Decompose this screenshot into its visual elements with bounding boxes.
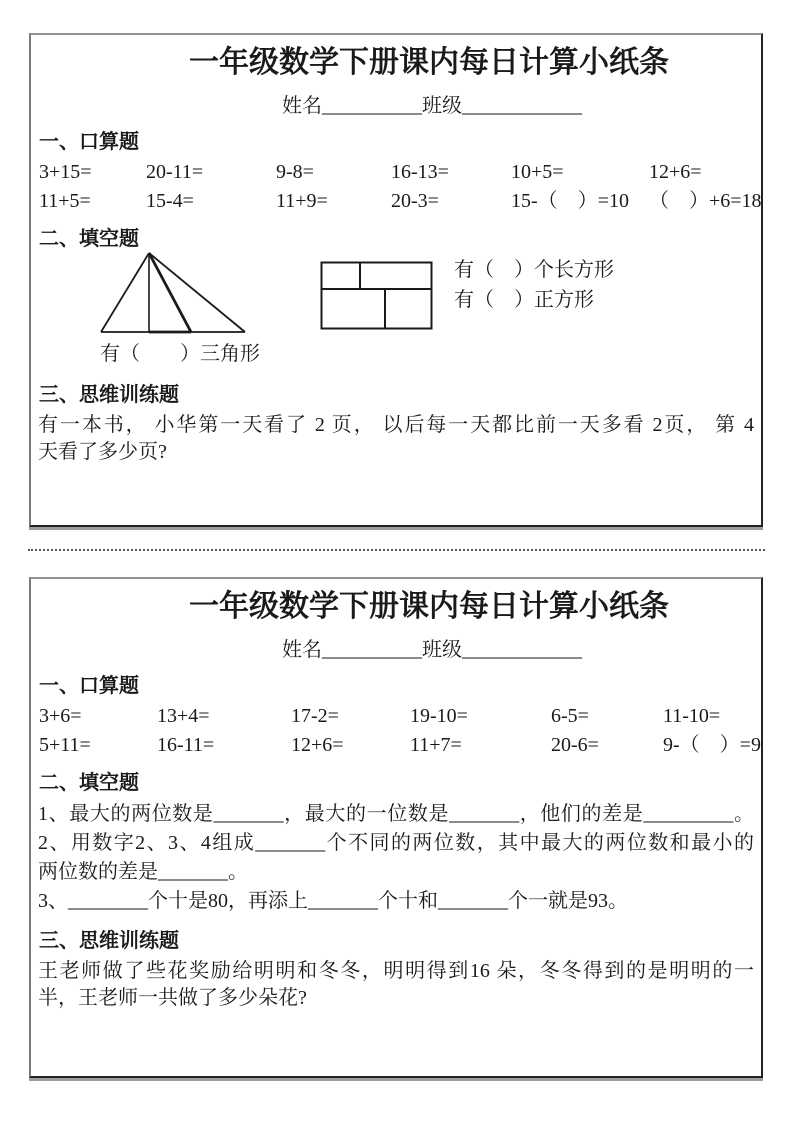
triangle-left-edge (101, 253, 149, 332)
section-heading-fill: 二、填空题 (39, 772, 139, 794)
thinking-line: 有一本书， 小华第一天看了 2 页， 以后每一天都比前一天多看 2页， 第 4 (38, 414, 754, 436)
oral-problems-grid (38, 702, 761, 760)
rectangle-label-1: 有（ ）个长方形 (454, 259, 614, 281)
oral-problem: 3+15= (39, 161, 92, 183)
oral-problem: 11+5= (39, 190, 91, 212)
dotted-cut-line (28, 549, 765, 551)
oral-problem: 19-10= (410, 705, 468, 727)
triangle-figure-block (98, 250, 260, 366)
thinking-line: 天看了多少页? (38, 441, 167, 463)
fill-line: 3、________个十是80，再添上_______个十和_______个一就是93。 (38, 890, 628, 912)
thinking-line: 半，王老师一共做了多少朵花? (38, 987, 307, 1009)
oral-problem: 20-6= (551, 734, 599, 756)
worksheet-title: 一年级数学下册课内每日计算小纸条 (189, 590, 669, 623)
rectangle-labels (454, 255, 614, 315)
section-heading-fill: 二、填空题 (39, 228, 139, 250)
oral-problem: 9-8= (276, 161, 314, 183)
oral-problem: 11-10= (663, 705, 721, 727)
worksheet-card-2 (29, 577, 763, 1078)
oral-problem: 5+11= (39, 734, 91, 756)
oral-problem: 16-11= (157, 734, 215, 756)
worksheet-card-1 (29, 33, 763, 527)
worksheet-title: 一年级数学下册课内每日计算小纸条 (189, 46, 669, 79)
triangle-inner-slant (149, 253, 191, 332)
oral-problem: 12+6= (291, 734, 344, 756)
oral-problem: 12+6= (649, 161, 702, 183)
oral-problem: 10+5= (511, 161, 564, 183)
oral-problem: 17-2= (291, 705, 339, 727)
oral-problem: 11+9= (276, 190, 328, 212)
fill-line: 两位数的差是_______。 (38, 861, 248, 883)
triangle-caption: 有（ ）三角形 (100, 343, 260, 365)
thinking-paragraph (38, 958, 754, 1012)
section-heading-oral: 一、口算题 (39, 675, 139, 697)
fill-figures-row (38, 250, 754, 366)
rectangle-outline (322, 263, 432, 329)
oral-problem: 15-（ ）=10 (511, 190, 629, 212)
thinking-line: 王老师做了些花奖励给明明和冬冬，明明得到16 朵，冬冬得到的是明明的一 (38, 960, 754, 982)
oral-problem: （ ）+6=18 (649, 190, 762, 212)
oral-problem: 9-（ ）=9 (663, 734, 761, 756)
oral-problem: 3+6= (39, 705, 82, 727)
section-heading-thinking: 三、思维训练题 (39, 930, 179, 952)
oral-problem: 11+7= (410, 734, 462, 756)
rectangle-label-2: 有（ ）正方形 (454, 289, 594, 311)
oral-problem: 16-13= (391, 161, 449, 183)
fill-line: 2、用数字2、3、4组成_______个不同的两位数，其中最大的两位数和最小的 (38, 832, 754, 854)
name-class-line: 姓名__________班级____________ (282, 95, 582, 117)
fill-line: 1、最大的两位数是_______，最大的一位数是_______，他们的差是_________。 (38, 803, 754, 825)
section-heading-thinking: 三、思维训练题 (39, 384, 179, 406)
oral-problem: 15-4= (146, 190, 194, 212)
oral-problems-grid (38, 158, 762, 216)
triangle-figure (98, 250, 250, 336)
triangle-right-edge (149, 253, 245, 332)
section-heading-oral: 一、口算题 (39, 131, 139, 153)
fill-blank-lines (38, 800, 754, 916)
oral-problem: 6-5= (551, 705, 589, 727)
thinking-paragraph (38, 412, 754, 466)
oral-problem: 20-11= (146, 161, 204, 183)
oral-problem: 13+4= (157, 705, 210, 727)
oral-problem: 20-3= (391, 190, 439, 212)
name-class-line: 姓名__________班级____________ (282, 639, 582, 661)
rectangle-figure (320, 261, 433, 330)
